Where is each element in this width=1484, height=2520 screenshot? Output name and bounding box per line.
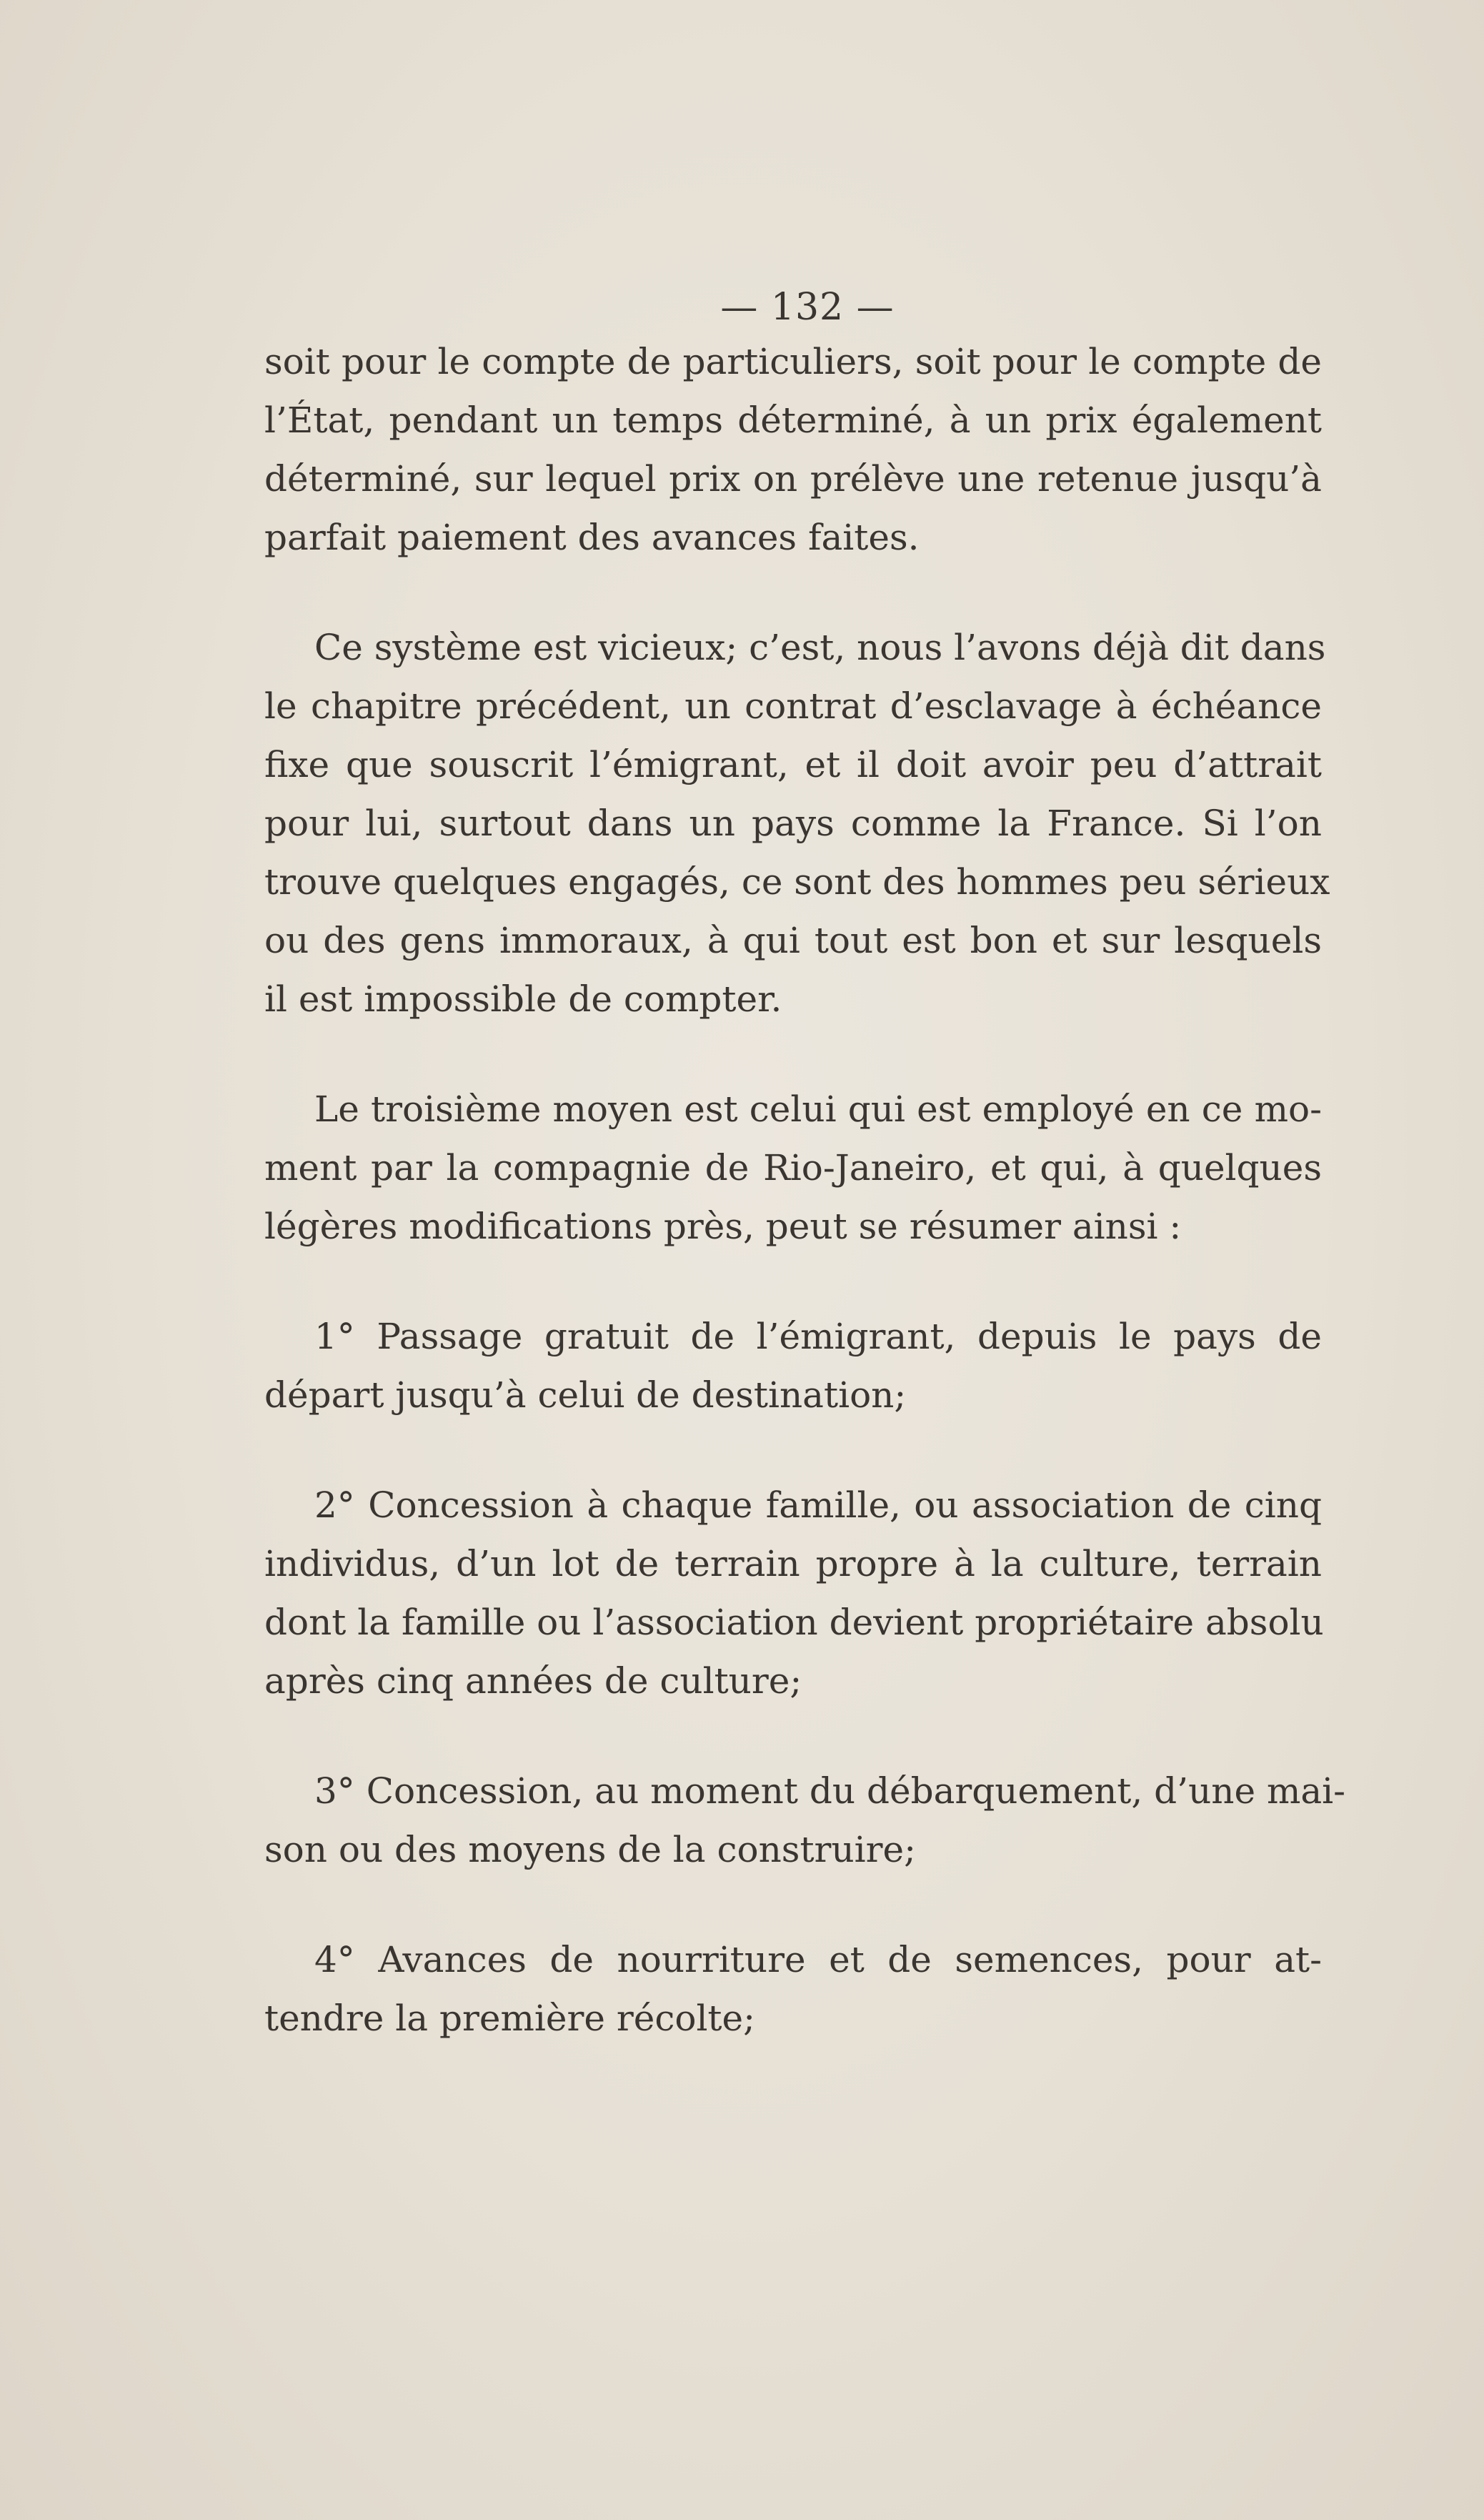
text-line: légères modifications près, peut se résumer ainsi :: [264, 1206, 1182, 1247]
list-item-4: [264, 1930, 1322, 2048]
text-line: parfait paiement des avances faites.: [264, 517, 920, 558]
text-line: soit pour le compte de particuliers, soit pour le compte de: [264, 341, 1322, 382]
text-line: ment par la compagnie de Rio-Janeiro, et qui, à quelques: [264, 1147, 1322, 1189]
text-line: 1° Passage gratuit de l’émigrant, depuis le pays de: [314, 1316, 1322, 1357]
text-line: tendre la première récolte;: [264, 1998, 755, 2039]
text-line: Ce système est vicieux; c’est, nous l’avons déjà dit dans: [314, 627, 1326, 668]
text-line: il est impossible de compter.: [264, 978, 782, 1020]
text-line: 3° Concession, au moment du débarquement, d’une mai-: [314, 1770, 1346, 1812]
paragraph-third-means: [264, 1080, 1322, 1256]
text-line: 2° Concession à chaque famille, ou association de cinq: [314, 1484, 1322, 1526]
text-line: l’État, pendant un temps déterminé, à un prix également: [264, 400, 1322, 441]
page-text: [264, 282, 1346, 2048]
text-line: trouve quelques engagés, ce sont des hommes peu sérieux: [264, 861, 1330, 903]
text-line: après cinq années de culture;: [264, 1660, 802, 1702]
text-line: fixe que souscrit l’émigrant, et il doit avoir peu d’attrait: [264, 744, 1322, 785]
list-item-1: [264, 1307, 1322, 1424]
paragraph-continuation: [264, 332, 1322, 567]
paragraph-system-vicious: [264, 618, 1330, 1028]
text-line: déterminé, sur lequel prix on prélève une retenue jusqu’à: [264, 458, 1322, 500]
text-line: son ou des moyens de la construire;: [264, 1829, 916, 1870]
text-line: ou des gens immoraux, à qui tout est bon et sur lesquels: [264, 920, 1322, 961]
text-line: Le troisième moyen est celui qui est employé en ce mo-: [314, 1088, 1322, 1130]
text-line: le chapitre précédent, un contrat d’esclavage à échéance: [264, 685, 1322, 727]
list-item-2: [264, 1476, 1322, 1710]
text-line: dont la famille ou l’association devient propriétaire absolu: [264, 1602, 1324, 1643]
text-line: départ jusqu’à celui de destination;: [264, 1374, 907, 1416]
page-number: — 132 —: [720, 286, 895, 329]
text-line: pour lui, surtout dans un pays comme la France. Si l’on: [264, 803, 1322, 844]
text-line: 4° Avances de nourriture et de semences, pour at-: [314, 1939, 1322, 1980]
list-item-3: [264, 1762, 1346, 1879]
text-line: individus, d’un lot de terrain propre à la culture, terrain: [264, 1543, 1322, 1584]
